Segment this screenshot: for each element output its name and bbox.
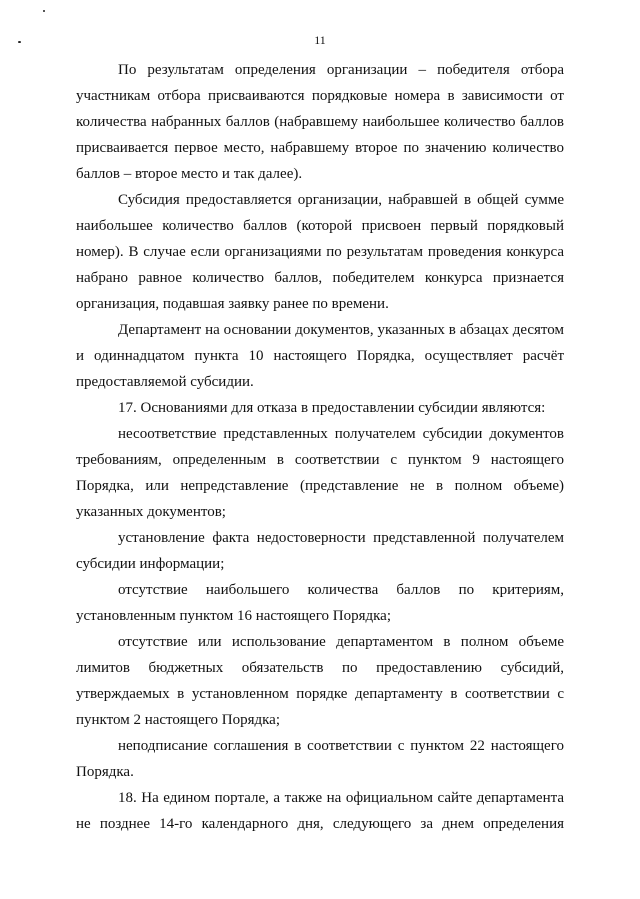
paragraph-department-calculation: Департамент на основании документов, указанных в абзацах десятом и одиннадцатом пункта 10 настоящего Порядка, осуществляет расчёт предоставляемой субсидии. <box>76 322 564 390</box>
scan-speck <box>43 10 45 12</box>
paragraph-ranking: По результатам определения организации – победителя отбора участникам отбора присваиваются порядковые номера в зависимости от количества набранных баллов (набравшему наибольшее количество баллов присваивается первое место, набравшему второе по значению количество баллов – второе место и так далее). <box>76 62 564 182</box>
paragraph-refusal-agreement: неподписание соглашения в соответствии с пунктом 22 настоящего Порядка. <box>76 738 564 780</box>
paragraph-refusal-points: отсутствие наибольшего количества баллов по критериям, установленным пунктом 16 настоящего Порядка; <box>76 582 564 624</box>
paragraph-portal-publication: 18. На едином портале, а также на официальном сайте департамента не позднее 14-го календарного дня, следующего за днем определения <box>76 790 564 832</box>
paragraph-refusal-limits: отсутствие или использование департаментом в полном объеме лимитов бюджетных обязательств по предоставлению субсидий, утверждаемых в установленном порядке департаменту в соответствии с пунктом 2 настоящего Порядка; <box>76 634 564 728</box>
document-body <box>76 57 564 837</box>
paragraph-subsidy-winner: Субсидия предоставляется организации, набравшей в общей сумме наибольшее количество баллов (которой присвоен первый порядковый номер). В случае если организациями по результатам проведения конкурса набрано равное количество баллов, победителем конкурса признается организация, подавшая заявку ранее по времени. <box>76 192 564 312</box>
paragraph-refusal-grounds-heading: 17. Основаниями для отказа в предоставлении субсидии являются: <box>118 400 546 416</box>
paragraph-refusal-documents: несоответствие представленных получателем субсидии документов требованиям, определенным в соответствии с пунктом 9 настоящего Порядка, или непредставление (представление не в полном объеме) указанных документов; <box>76 426 564 520</box>
paragraph-refusal-false-info: установление факта недостоверности представленной получателем субсидии информации; <box>76 530 564 572</box>
page-number: 11 <box>314 33 326 47</box>
